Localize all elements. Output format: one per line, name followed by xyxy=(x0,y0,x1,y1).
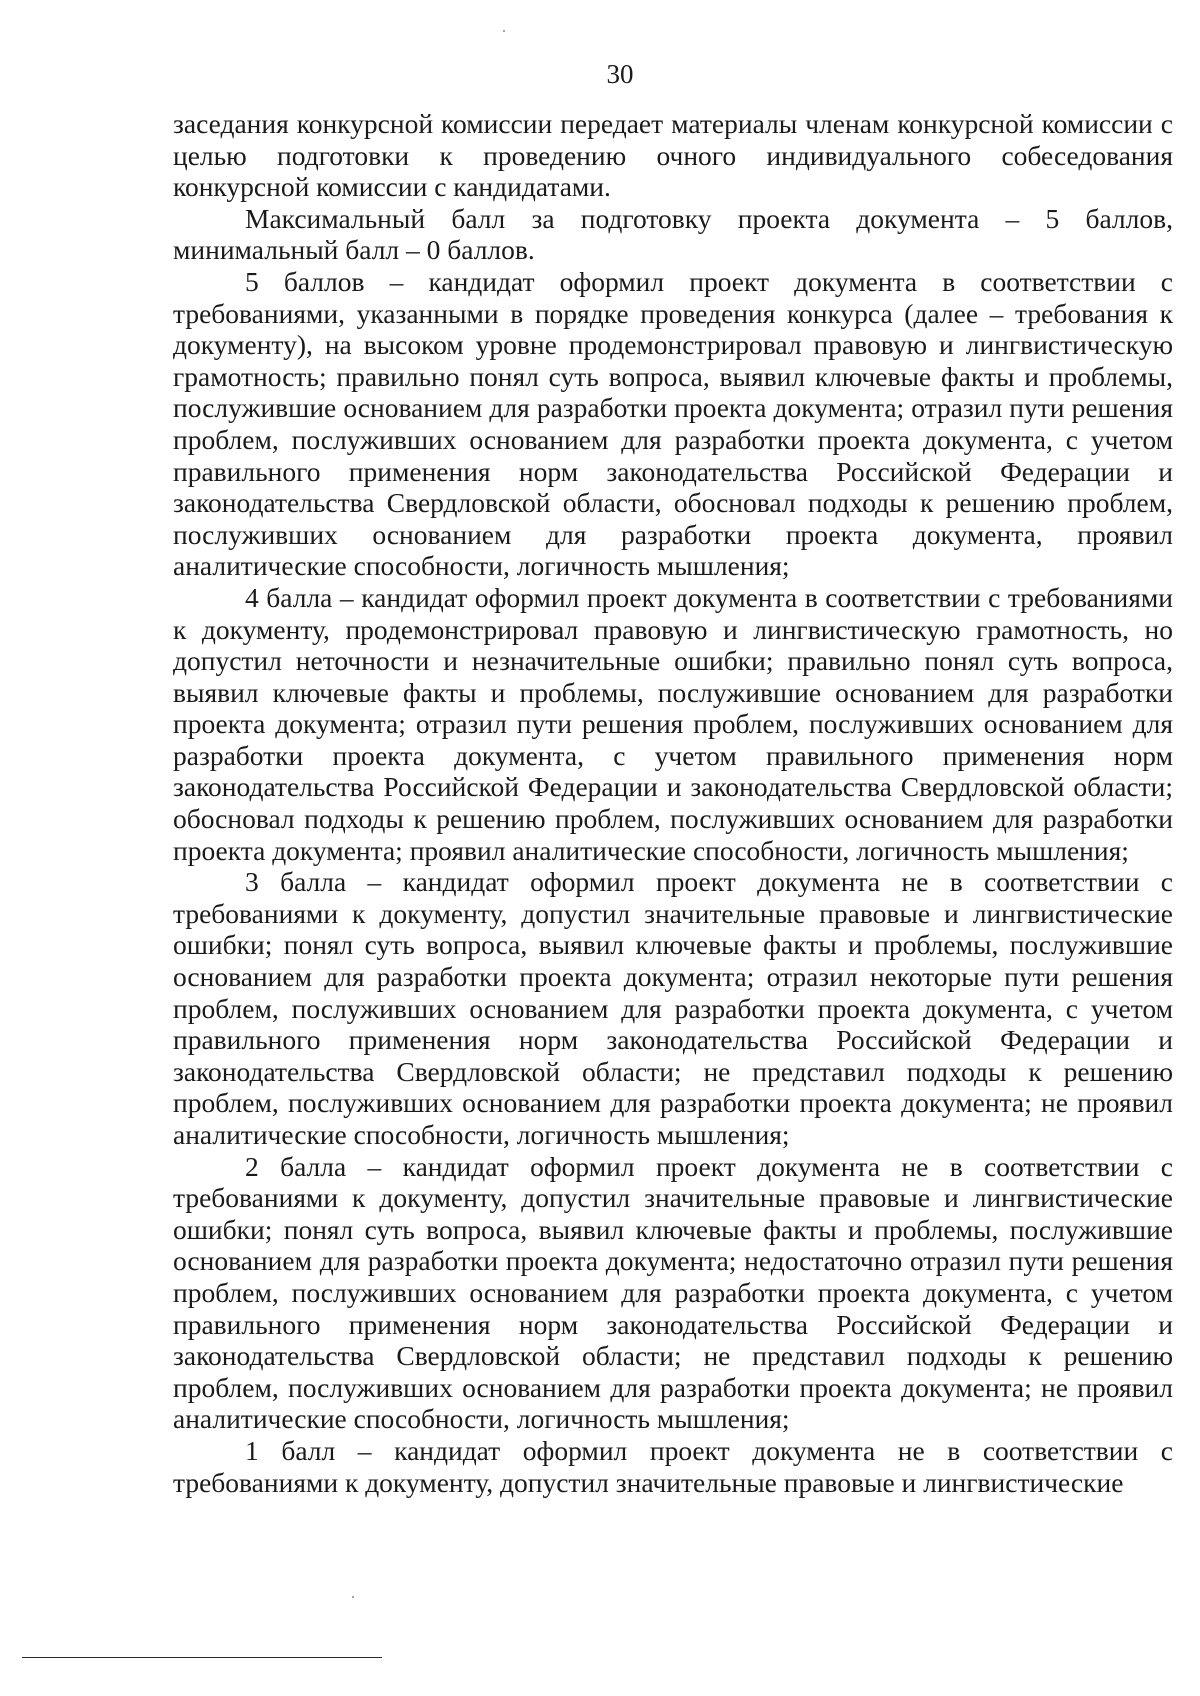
scan-speck xyxy=(352,1596,354,1598)
paragraph-continuation: заседания конкурсной комиссии передает материалы членам конкурсной комиссии с целью подготовки к проведению очного индивидуального собеседования конкурсной комиссии с кандидатами. xyxy=(173,108,1173,203)
paragraph-score-2: 2 балла – кандидат оформил проект документа не в соответствии с требованиями к документу, допустил значительные правовые и лингвистические ошибки; понял суть вопроса, выявил ключевые факты и проблемы, послужившие основанием для разработки проекта документа; недостаточно отразил пути решения проблем, послуживших основанием для разработки проекта документа, с учетом правильного применения норм законодательства Российской Федерации и законодательства Свердловской области; не представил подходы к решению проблем, послуживших основанием для разработки проекта документа; не проявил аналитические способности, логичность мышления; xyxy=(173,1150,1173,1435)
scan-speck xyxy=(503,30,505,32)
document-body xyxy=(173,108,1173,1498)
paragraph-max-score: Максимальный балл за подготовку проекта документа – 5 баллов, минимальный балл – 0 баллов. xyxy=(173,202,1173,266)
paragraph-score-4: 4 балла – кандидат оформил проект документа в соответствии с требованиями к документу, продемонстрировал правовую и лингвистическую грамотность, но допустил неточности и незначительные ошибки; правильно понял суть вопроса, выявил ключевые факты и проблемы, послужившие основанием для разработки проекта документа; отразил пути решения проблем, послуживших основанием для разработки проекта документа, с учетом правильного применения норм законодательства Российской Федерации и законодательства Свердловской области; обосновал подходы к решению проблем, послуживших основанием для разработки проекта документа; проявил аналитические способности, логичность мышления; xyxy=(173,581,1173,866)
page-number: 30 xyxy=(606,59,634,89)
paragraph-score-1: 1 балл – кандидат оформил проект документа не в соответствии с требованиями к документу, допустил значительные правовые и лингвистические xyxy=(173,1434,1173,1498)
paragraph-score-3: 3 балла – кандидат оформил проект документа не в соответствии с требованиями к документу, допустил значительные правовые и лингвистические ошибки; понял суть вопроса, выявил ключевые факты и проблемы, послужившие основанием для разработки проекта документа; отразил некоторые пути решения проблем, послуживших основанием для разработки проекта документа, с учетом правильного применения норм законодательства Российской Федерации и законодательства Свердловской области; не представил подходы к решению проблем, послуживших основанием для разработки проекта документа; не проявил аналитические способности, логичность мышления; xyxy=(173,866,1173,1150)
footer-rule xyxy=(22,1657,382,1658)
paragraph-score-5: 5 баллов – кандидат оформил проект документа в соответствии с требованиями, указанными в порядке проведения конкурса (далее – требования к документу), на высоком уровне продемонстрировал правовую и лингвистическую грамотность; правильно понял суть вопроса, выявил ключевые факты и проблемы, послужившие основанием для разработки проекта документа; отразил пути решения проблем, послуживших основанием для разработки проекта документа, с учетом правильного применения норм законодательства Российской Федерации и законодательства Свердловской области, обосновал подходы к решению проблем, послуживших основанием для разработки проекта документа, проявил аналитические способности, логичность мышления; xyxy=(173,265,1173,582)
